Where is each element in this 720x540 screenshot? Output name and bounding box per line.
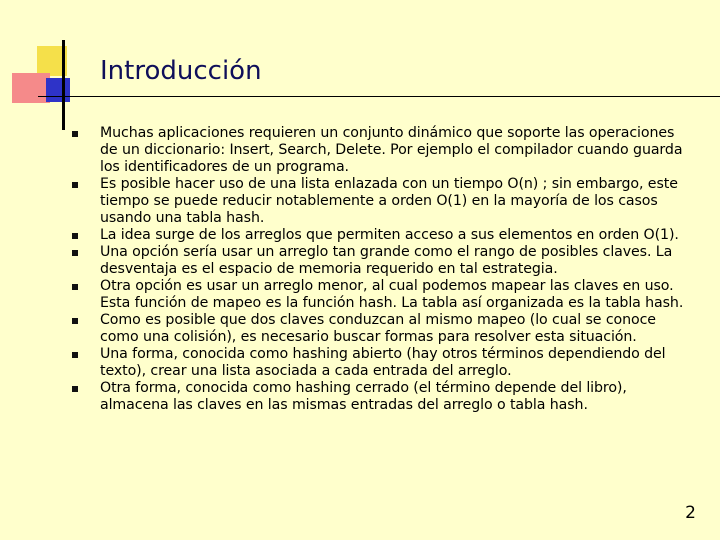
bullet-item: [0, 176, 690, 227]
bullet-item: [0, 380, 690, 414]
bullet-item: [0, 244, 690, 278]
decorative-red-square: [12, 73, 50, 103]
square-bullet-icon: [72, 250, 78, 256]
square-bullet-icon: [72, 352, 78, 358]
slide-title: Introducción: [100, 56, 262, 86]
bullet-text: Otra opción es usar un arreglo menor, al cual podemos mapear las claves en uso. Esta función de mapeo es la función hash. La tabla así organizada es la tabla hash.: [100, 278, 684, 311]
bullet-item: [0, 346, 690, 380]
bullet-item: [0, 125, 690, 176]
bullet-item: [0, 278, 690, 312]
bullet-text: Como es posible que dos claves conduzcan al mismo mapeo (lo cual se conoce como una colisión), es necesario buscar formas para resolver esta situación.: [100, 312, 656, 345]
bullet-item: [0, 312, 690, 346]
square-bullet-icon: [72, 182, 78, 188]
page-number: 2: [685, 503, 696, 523]
bullet-text: Otra forma, conocida como hashing cerrado (el término depende del libro), almacena las claves en las mismas entradas del arreglo o tabla hash.: [100, 380, 627, 413]
decorative-blue-square: [46, 78, 70, 102]
bullet-text: La idea surge de los arreglos que permiten acceso a sus elementos en orden O(1).: [100, 227, 679, 243]
bullet-list: [0, 125, 720, 414]
square-bullet-icon: [72, 318, 78, 324]
square-bullet-icon: [72, 131, 78, 137]
square-bullet-icon: [72, 386, 78, 392]
bullet-text: Una opción sería usar un arreglo tan grande como el rango de posibles claves. La desventaja es el espacio de memoria requerido en tal estrategia.: [100, 244, 673, 277]
bullet-text: Una forma, conocida como hashing abierto (hay otros términos dependiendo del texto), crear una lista asociada a cada entrada del arreglo.: [100, 346, 666, 379]
decorative-vertical-line: [62, 40, 65, 130]
square-bullet-icon: [72, 284, 78, 290]
bullet-text: Muchas aplicaciones requieren un conjunto dinámico que soporte las operaciones de un diccionario: Insert, Search, Delete. Por ejemplo el compilador cuando guarda los identificadores de un programa.: [100, 125, 683, 175]
bullet-item: [0, 227, 690, 244]
title-divider-line: [38, 96, 720, 97]
square-bullet-icon: [72, 233, 78, 239]
bullet-text: Es posible hacer uso de una lista enlazada con un tiempo O(n) ; sin embargo, este tiempo se puede reducir notablemente a orden O(1) en la mayoría de los casos usando una tabla hash.: [100, 176, 678, 226]
